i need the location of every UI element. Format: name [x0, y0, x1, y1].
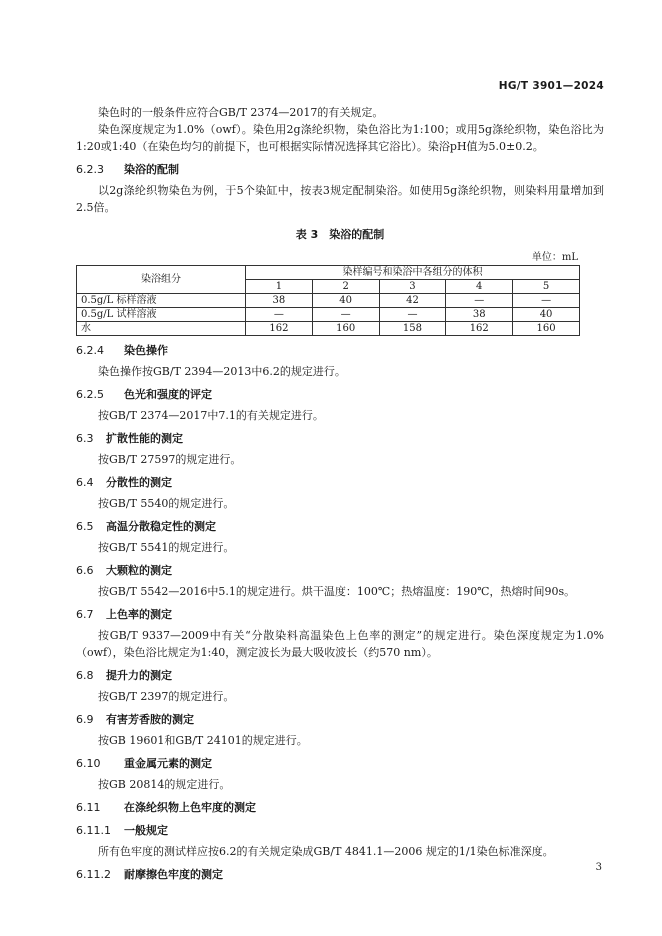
section-number: 6.11 — [76, 801, 101, 814]
row-label: 水 — [77, 322, 246, 336]
section-number: 6.11.2 — [76, 868, 111, 881]
section-heading — [76, 667, 604, 684]
page-content — [76, 96, 604, 883]
section-title: 有害芳香胺的测定 — [106, 713, 194, 726]
section-6-10 — [76, 755, 604, 793]
section-title: 染色操作 — [124, 344, 168, 357]
section-6-4 — [76, 474, 604, 512]
table-cell: — — [312, 308, 379, 322]
table-cell: 38 — [246, 294, 313, 308]
section-heading — [76, 161, 604, 178]
section-body: 以2g涤纶织物染色为例，于5个染缸中，按表3规定配制染浴。如使用5g涤纶织物，则染料用量增加到2.5倍。 — [76, 184, 604, 214]
table-cell: 40 — [513, 308, 580, 322]
section-body: 所有色牢度的测试样应按6.2的有关规定染成GB/T 4841.1—2006 规定的1/1染色标准深度。 — [98, 845, 554, 858]
section-heading — [76, 342, 604, 359]
section-number: 6.5 — [76, 520, 94, 533]
table-title: 表 3 染浴的配制 — [295, 228, 385, 241]
section-body: 按GB/T 2374—2017中7.1的有关规定进行。 — [98, 409, 324, 422]
col-number: 3 — [379, 280, 446, 294]
section-body: 按GB/T 27597的规定进行。 — [98, 453, 242, 466]
section-number: 6.2.4 — [76, 344, 104, 357]
section-6-11 — [76, 799, 604, 816]
row-label: 0.5g/L 标样溶液 — [77, 294, 246, 308]
section-number: 6.9 — [76, 713, 94, 726]
table-cell: 160 — [312, 322, 379, 336]
document-code-header: HG/T 3901—2024 — [498, 80, 604, 92]
section-title: 提升力的测定 — [106, 669, 172, 682]
section-title: 一般规定 — [124, 824, 168, 837]
col-number: 5 — [513, 280, 580, 294]
section-title: 重金属元素的测定 — [124, 757, 212, 770]
table-cell: — — [446, 294, 513, 308]
table-cell: 160 — [513, 322, 580, 336]
intro-paragraph-2: 染色深度规定为1.0%（owf）。染色用2g涤纶织物，染色浴比为1:100；或用5g涤纶织物，染色浴比为1:20或1:40（在染色均匀的前提下，也可根据实际情况选择其它浴比）。染浴pH值为5.0±0.2。 — [76, 123, 604, 153]
section-number: 6.10 — [76, 757, 101, 770]
section-number: 6.3 — [76, 432, 94, 445]
section-number: 6.6 — [76, 564, 94, 577]
section-heading — [76, 799, 604, 816]
table-cell: — — [513, 294, 580, 308]
table-cell: 162 — [446, 322, 513, 336]
section-number: 6.8 — [76, 669, 94, 682]
table-row — [77, 308, 580, 322]
section-title: 染浴的配制 — [124, 163, 179, 176]
header-span: 染样编号和染浴中各组分的体积 — [246, 266, 580, 280]
section-6-2-4 — [76, 342, 604, 380]
section-number: 6.11.1 — [76, 824, 111, 837]
row-label: 0.5g/L 试样溶液 — [77, 308, 246, 322]
section-heading — [76, 562, 604, 579]
section-6-11-1 — [76, 822, 604, 860]
table-unit: 单位：mL — [531, 252, 578, 263]
table-cell: 162 — [246, 322, 313, 336]
intro-paragraph-1: 染色时的一般条件应符合GB/T 2374—2017的有关规定。 — [98, 106, 384, 119]
section-6-2-5 — [76, 386, 604, 424]
section-body: 按GB/T 5540的规定进行。 — [98, 497, 235, 510]
section-heading — [76, 518, 604, 535]
section-heading — [76, 430, 604, 447]
section-title: 耐摩擦色牢度的测定 — [124, 868, 223, 881]
section-body: 按GB/T 5541的规定进行。 — [98, 541, 235, 554]
table-cell: — — [246, 308, 313, 322]
section-6-11-2 — [76, 866, 604, 883]
section-heading — [76, 711, 604, 728]
section-heading — [76, 386, 604, 403]
section-heading — [76, 822, 604, 839]
section-number: 6.2.5 — [76, 388, 104, 401]
section-number: 6.4 — [76, 476, 94, 489]
section-title: 在涤纶织物上色牢度的测定 — [124, 801, 256, 814]
section-body: 按GB 20814的规定进行。 — [98, 778, 231, 791]
page-number: 3 — [595, 862, 602, 873]
section-body: 按GB 19601和GB/T 24101的规定进行。 — [98, 734, 308, 747]
section-6-7 — [76, 606, 604, 661]
section-6-8 — [76, 667, 604, 705]
section-6-9 — [76, 711, 604, 749]
section-heading — [76, 474, 604, 491]
section-6-2-3 — [76, 161, 604, 216]
table-cell: 42 — [379, 294, 446, 308]
section-body: 按GB/T 9337—2009中有关“分散染料高温染色上色率的测定”的规定进行。染色深度规定为1.0%（owf），染色浴比规定为1:40，测定波长为最大吸收波长（约570 nm）。 — [76, 629, 604, 659]
section-title: 色光和强度的评定 — [124, 388, 212, 401]
section-title: 高温分散稳定性的测定 — [106, 520, 216, 533]
section-title: 扩散性能的测定 — [106, 432, 183, 445]
table-cell: — — [379, 308, 446, 322]
table-cell: 40 — [312, 294, 379, 308]
section-number: 6.2.3 — [76, 163, 104, 176]
col-number: 1 — [246, 280, 313, 294]
table-row — [77, 322, 580, 336]
section-heading — [76, 755, 604, 772]
section-body: 染色操作按GB/T 2394—2013中6.2的规定进行。 — [98, 365, 346, 378]
section-body: 按GB/T 5542—2016中5.1的规定进行。烘干温度：100℃；热熔温度：190℃，热熔时间90s。 — [98, 585, 576, 598]
section-title: 大颗粒的测定 — [106, 564, 172, 577]
section-title: 上色率的测定 — [106, 608, 172, 621]
section-body: 按GB/T 2397的规定进行。 — [98, 690, 235, 703]
section-title: 分散性的测定 — [106, 476, 172, 489]
section-6-3 — [76, 430, 604, 468]
col-number: 2 — [312, 280, 379, 294]
col-number: 4 — [446, 280, 513, 294]
table-row — [77, 294, 580, 308]
table-header-row — [77, 266, 580, 280]
dye-bath-table — [76, 265, 580, 336]
section-6-6 — [76, 562, 604, 600]
section-number: 6.7 — [76, 608, 94, 621]
section-heading — [76, 606, 604, 623]
table-cell: 158 — [379, 322, 446, 336]
section-heading — [76, 866, 604, 883]
section-6-5 — [76, 518, 604, 556]
table-cell: 38 — [446, 308, 513, 322]
header-component: 染浴组分 — [77, 266, 246, 294]
